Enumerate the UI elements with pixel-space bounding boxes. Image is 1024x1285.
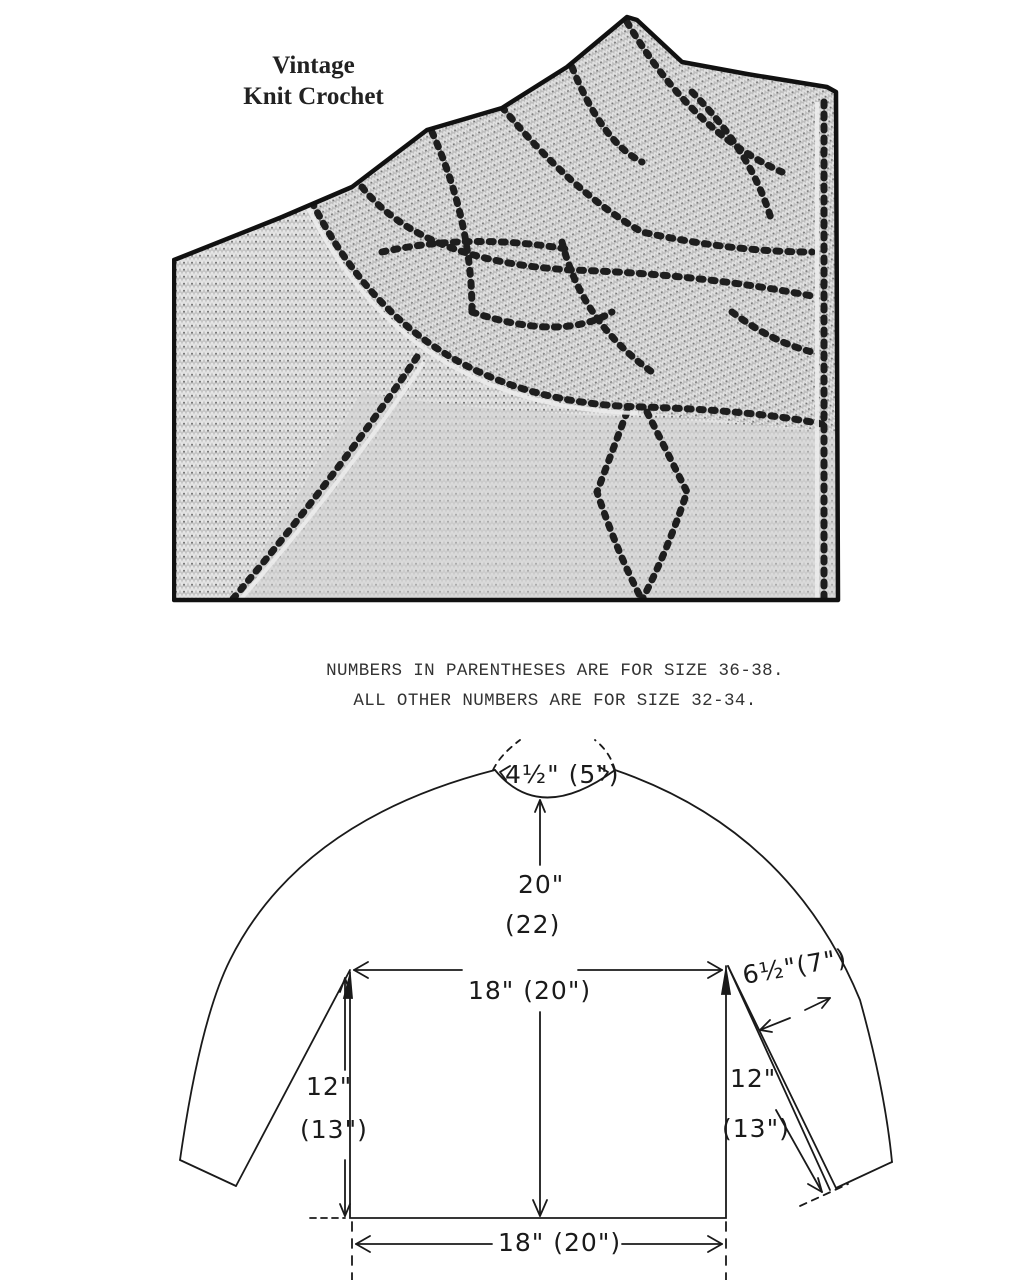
yoke-depth-label-small: 20"	[518, 870, 565, 899]
bottom-width-label: 18" (20")	[498, 1228, 622, 1257]
size-note-small: ALL OTHER NUMBERS ARE FOR SIZE 32-34.	[353, 691, 757, 711]
sweater-schematic	[0, 730, 1024, 1280]
yoke-depth-label-large: (22)	[505, 910, 561, 939]
size-notes	[220, 656, 890, 716]
outer-left-curve	[180, 770, 495, 1160]
sleeve-length-label-small: 12"	[730, 1064, 777, 1093]
side-length-label-small: 12"	[306, 1072, 353, 1101]
watermark	[226, 50, 401, 112]
watermark-line-1: Vintage	[272, 52, 355, 79]
side-length-label-large: (13")	[300, 1115, 368, 1144]
sleeve-width-label: 6½"(7")	[740, 943, 850, 990]
sleeve-length-label-large: (13")	[722, 1114, 790, 1143]
watermark-line-2: Knit Crochet	[243, 83, 384, 110]
chest-width-label: 18" (20")	[468, 976, 592, 1005]
neck-width-label: 4½" (5")	[505, 760, 620, 789]
schematic-drawing	[0, 730, 1024, 1280]
size-note-large: NUMBERS IN PARENTHESES ARE FOR SIZE 36-38.	[326, 661, 784, 681]
